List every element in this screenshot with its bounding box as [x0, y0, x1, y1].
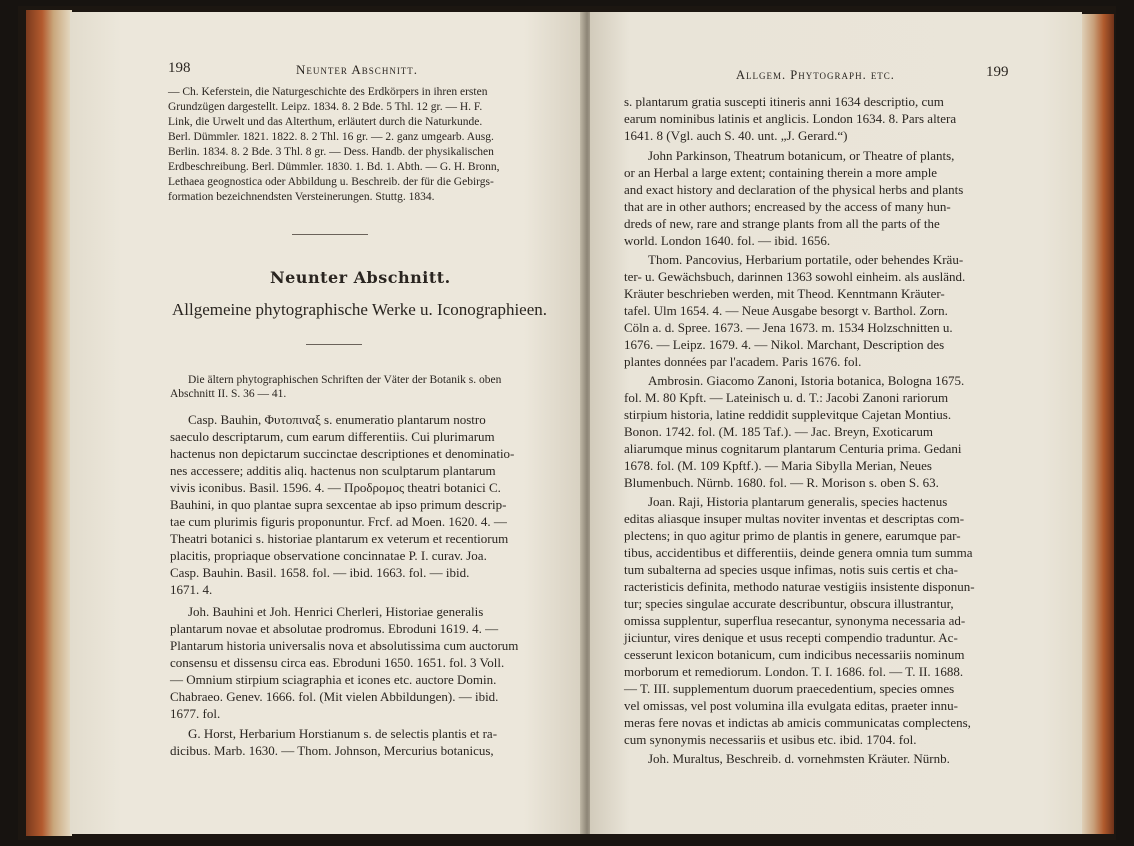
text-line: Thom. Pancovius, Herbarium portatile, oder behendes Kräu-	[648, 252, 964, 267]
text-line: Kräuter beschrieben werden, mit Theod. Kenntmann Kräuter-	[624, 286, 945, 301]
text-line: — Omnium stirpium sciagraphia et icones etc. auctore Domin.	[170, 672, 497, 687]
left-page	[70, 12, 586, 834]
text-line: Link, die Urwelt und das Alterthum, erläutert durch die Naturkunde.	[168, 116, 483, 128]
text-line: Joan. Raji, Historia plantarum generalis, species hactenus	[648, 494, 948, 509]
section-title: Neunter Abschnitt.	[270, 268, 451, 287]
text-line: Joh. Muraltus, Beschreib. d. vornehmsten Kräuter. Nürnb.	[648, 751, 950, 766]
text-line: earum nominibus latinis et anglicis. London 1634. 8. Pars altera	[624, 111, 957, 126]
text-line: 1671. 4.	[170, 582, 213, 597]
text-line: plantarum novae et absolutae prodromus. Ebroduni 1619. 4. —	[170, 621, 499, 636]
text-line: John Parkinson, Theatrum botanicum, or Theatre of plants,	[648, 148, 955, 163]
text-line: editas aliasque insuper multas noviter inventas et descriptas com-	[624, 511, 965, 526]
section-subtitle: Allgemeine phytographische Werke u. Iconographieen.	[172, 300, 548, 319]
text-line: Plantarum historia universalis nova et absolutissima cum auctorum	[170, 638, 519, 653]
text-line: cum synonymis necessariis et usibus etc. ibid. 1704. fol.	[624, 732, 917, 747]
right-page-number: 199	[986, 64, 1009, 80]
text-line: racteristicis definita, methodo naturae vestigiis insistente disponun-	[624, 579, 975, 594]
text-line: meras fere novas et indictas ab amicis communicatas complectens,	[624, 715, 971, 730]
divider-rule	[292, 234, 368, 235]
right-running-head: Allgem. Phytograph. etc.	[736, 68, 895, 82]
text-line: hactenus non depictarum succinctae descriptiones et denominatio-	[170, 446, 515, 461]
text-line: — T. III. supplementum duorum praecedentium, species omnes	[624, 681, 955, 696]
text-line: Casp. Bauhin, Φυτοπιναξ s. enumeratio plantarum nostro	[188, 412, 486, 427]
text-line: 1676. — Leipz. 1679. 4. — Nikol. Marchant, Description des	[624, 337, 945, 352]
text-line: or an Herbal a large extent; containing therein a more ample	[624, 165, 938, 180]
text-line: Grundzügen dargestellt. Leipz. 1834. 8. 2 Bde. 5 Thl. 12 gr. — H. F.	[168, 101, 483, 113]
text-line: plantes données par l'academ. Paris 1676. fol.	[624, 354, 862, 369]
right-page	[590, 12, 1082, 834]
intro-line: Die ältern phytographischen Schriften der Väter der Botanik s. oben	[188, 374, 502, 386]
text-line: Bauhini, in quo plantae supra sexcentae ab ipso primum descrip-	[170, 497, 507, 512]
text-line: dreds of new, rare and strange plants from all the parts of the	[624, 216, 940, 231]
text-line: and exact history and declaration of the physical herbs and plants	[624, 182, 964, 197]
left-running-head: Neunter Abschnitt.	[296, 62, 419, 77]
text-line: G. Horst, Herbarium Horstianum s. de selectis plantis et ra-	[188, 726, 498, 741]
text-line: dicibus. Marb. 1630. — Thom. Johnson, Mercurius botanicus,	[170, 743, 494, 758]
text-line: Berlin. 1834. 8. 2 Bde. 3 Thl. 8 gr. — Dess. Handb. der physikalischen	[168, 146, 494, 158]
text-line: consensu et dissensu circa eas. Ebroduni 1650. 1651. fol. 3 Voll.	[170, 655, 505, 670]
text-line: Bonon. 1742. fol. (M. 185 Taf.). — Jac. Breyn, Exoticarum	[624, 424, 933, 439]
text-line: jiciuntur, vires denique et usus recepti compendio traduntur. Ac-	[624, 630, 958, 645]
text-line: Blumenbuch. Nürnb. 1680. fol. — R. Morison s. oben S. 63.	[624, 475, 939, 490]
text-line: tafel. Ulm 1654. 4. — Neue Ausgabe besorgt v. Barthol. Zorn.	[624, 303, 948, 318]
text-line: that are in other authors; encreased by the access of many hun-	[624, 199, 951, 214]
text-line: tur; species singulae accurate describuntur, obscura illustrantur,	[624, 596, 954, 611]
text-line: tum subalterna ad species usque infimas, notis suis certis et cha-	[624, 562, 958, 577]
intro-line: Abschnitt II. S. 36 — 41.	[170, 388, 287, 400]
text-line: 1641. 8 (Vgl. auch S. 40. unt. „J. Gerard.“)	[624, 128, 848, 143]
text-line: Chabraeo. Genev. 1666. fol. (Mit vielen Abbildungen). — ibid.	[170, 689, 499, 704]
left-book-edge	[26, 10, 72, 836]
text-line: Berl. Dümmler. 1821. 1822. 8. 2 Thl. 16 gr. — 2. ganz umgearb. Ausg.	[168, 131, 494, 143]
text-line: ter- u. Gewächsbuch, darinnen 1363 sowohl einheim. als ausländ.	[624, 269, 966, 284]
text-line: morborum et remediorum. London. T. I. 1686. fol. — T. II. 1688.	[624, 664, 964, 679]
text-line: world. London 1640. fol. — ibid. 1656.	[624, 233, 831, 248]
right-book-edge	[1080, 14, 1114, 834]
text-line: tibus, accidentibus et differentiis, deinde genera omnia tum summa	[624, 545, 973, 560]
text-line: Theatri botanici s. historiae plantarum ex veterum et recentiorum	[170, 531, 509, 546]
text-line: — Ch. Keferstein, die Naturgeschichte des Erdkörpers in ihren ersten	[168, 86, 488, 98]
text-line: formation bezeichnendsten Versteinerungen. Stuttg. 1834.	[168, 191, 435, 203]
text-line: Casp. Bauhin. Basil. 1658. fol. — ibid. 1663. fol. — ibid.	[170, 565, 470, 580]
text-line: Joh. Bauhini et Joh. Henrici Cherleri, Historiae generalis	[188, 604, 484, 619]
text-line: Ambrosin. Giacomo Zanoni, Istoria botanica, Bologna 1675.	[648, 373, 965, 388]
text-line: tae cum plurimis figuris proponuntur. Frcf. ad Moen. 1620. 4. —	[170, 514, 507, 529]
text-line: omissa supplentur, superflua resecantur, synonyma necessaria ad-	[624, 613, 966, 628]
text-line: nes accessere; additis aliq. hactenus non sculptarum plantarum	[170, 463, 496, 478]
text-line: saeculo descriptarum, cum earum differentiis. Cui plurimarum	[170, 429, 495, 444]
text-line: Erdbeschreibung. Berl. Dümmler. 1830. 1. Bd. 1. Abth. — G. H. Bronn,	[168, 161, 500, 173]
text-line: cesserunt lexicon botanicum, cum indicibus necessariis nominum	[624, 647, 965, 662]
divider-rule	[306, 344, 362, 345]
text-line: Lethaea geognostica oder Abbildung u. Beschreib. der für die Gebirgs-	[168, 176, 494, 188]
text-line: stirpium historia, latine reddidit supplevitque Cajetan Montius.	[624, 407, 952, 422]
text-line: Cöln a. d. Spree. 1673. — Jena 1673. m. 1534 Holzschnitten u.	[624, 320, 953, 335]
text-line: vivis iconibus. Basil. 1596. 4. — Προδρομος theatri botanici C.	[170, 480, 501, 495]
text-line: plectens; in quo agitur primo de plantis in genere, earumque par-	[624, 528, 961, 543]
text-line: aliarumque minus cognitarum plantarum Centuria prima. Gedani	[624, 441, 962, 456]
text-line: s. plantarum gratia suscepti itineris anni 1634 descriptio, cum	[624, 94, 944, 109]
text-line: 1677. fol.	[170, 706, 221, 721]
left-page-number: 198	[168, 60, 191, 76]
text-line: placitis, propriaque observatione concinnatae P. I. curav. Joa.	[170, 548, 487, 563]
text-line: fol. M. 80 Kpft. — Lateinisch u. d. T.: Jacobi Zanoni rariorum	[624, 390, 949, 405]
text-line: 1678. fol. (M. 109 Kpftf.). — Maria Sibylla Merian, Neues	[624, 458, 932, 473]
text-line: vel omissas, vel post volumina illa evulgata editas, praeter innu-	[624, 698, 958, 713]
